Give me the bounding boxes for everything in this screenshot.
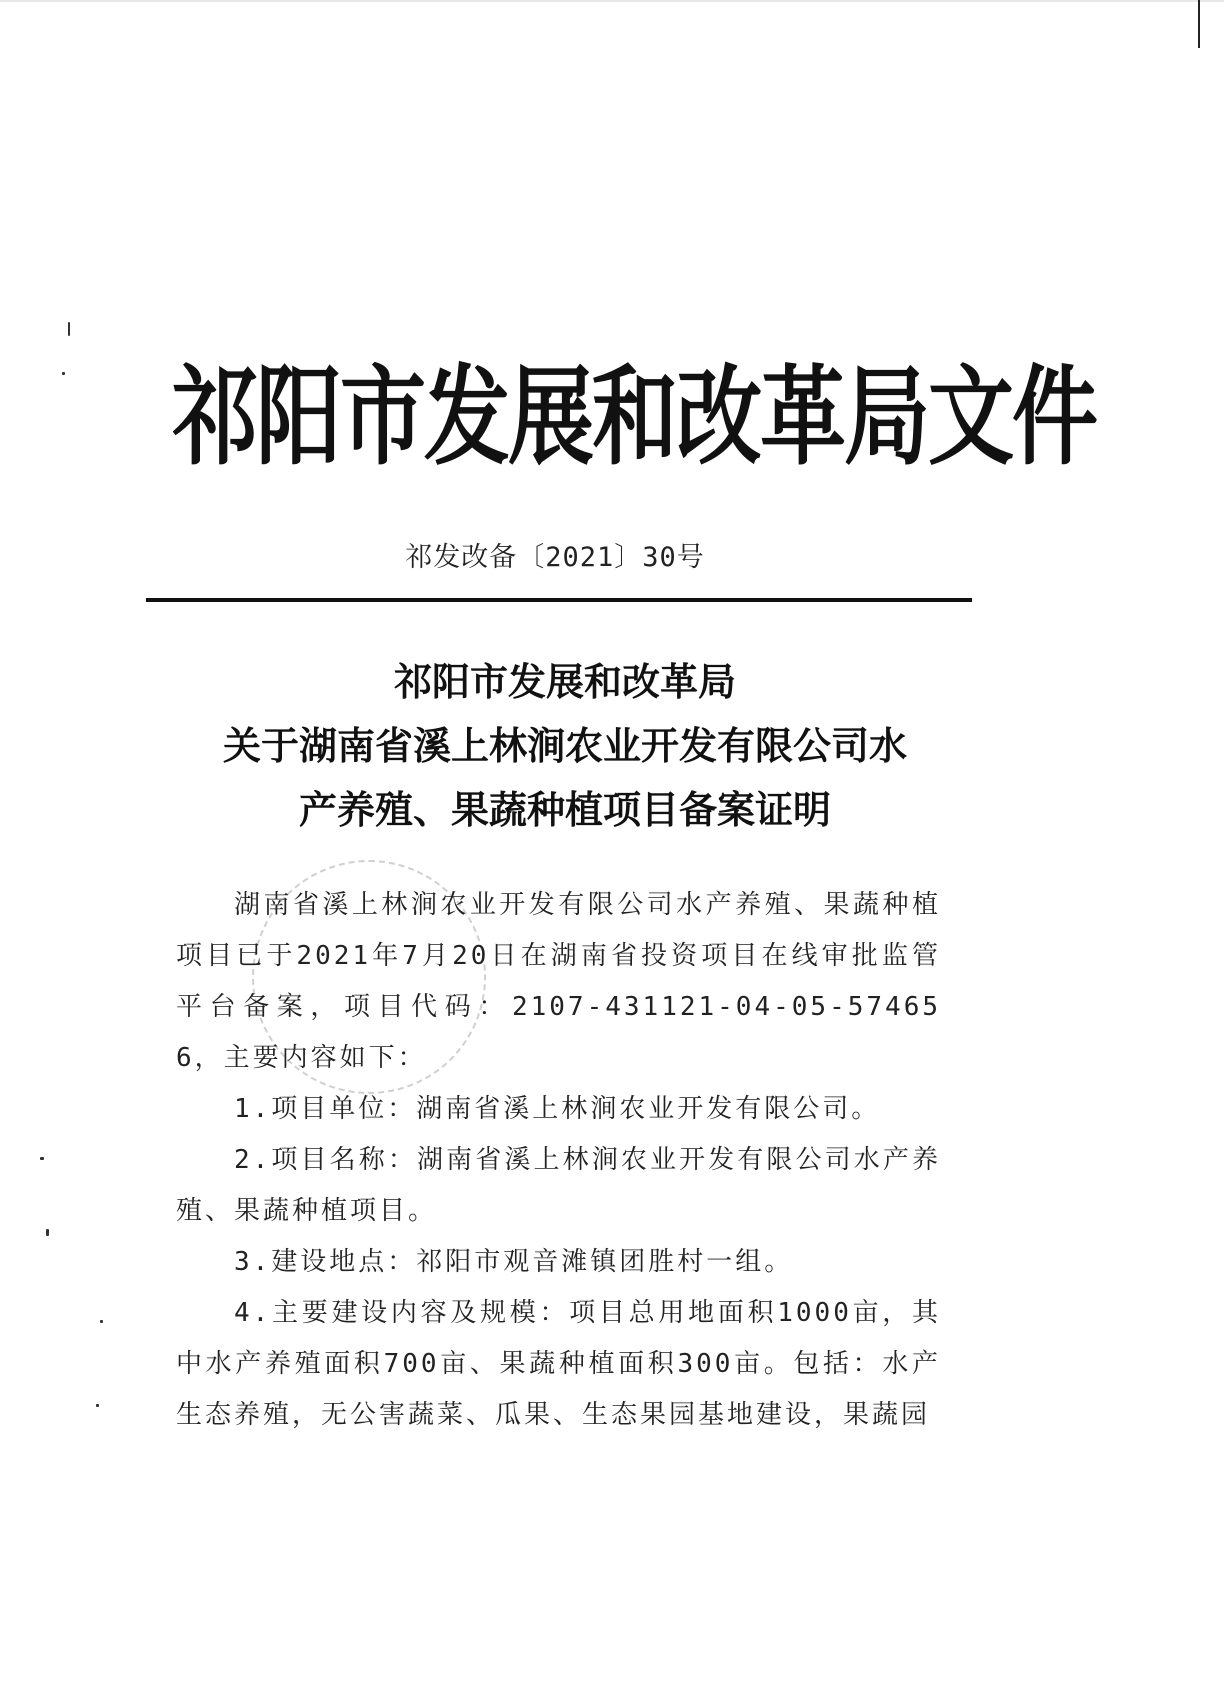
- subject-line-1: 祁阳市发展和改革局: [393, 659, 736, 704]
- header-divider-rule: [146, 598, 972, 602]
- body-intro-paragraph: 湖南省溪上林涧农业开发有限公司水产养殖、果蔬种植项目已于2021年7月20日在湖南省投资项目在线审批监管平台备案，项目代码：2107-431121-04-05-574656，主要内容如下：: [176, 890, 941, 1073]
- body-item-project-name: 2.项目名称：湖南省溪上林涧农业开发有限公司水产养殖、果蔬种植项目。: [176, 1145, 941, 1226]
- scan-speck: [100, 1320, 103, 1323]
- scan-speck: [40, 1157, 44, 1160]
- document-number: 祁发改备〔2021〕30号: [405, 542, 705, 573]
- document-body: [176, 880, 941, 1441]
- body-item-project-unit: 1.项目单位：湖南省溪上林涧农业开发有限公司。: [234, 1094, 881, 1124]
- scan-speck: [62, 372, 65, 375]
- body-item-construction-content: 4.主要建设内容及规模：项目总用地面积1000亩，其中水产养殖面积700亩、果蔬种植面积300亩。包括：水产生态养殖，无公害蔬菜、瓜果、生态果园基地建设，果蔬园: [176, 1298, 941, 1430]
- scan-speck: [96, 1404, 99, 1407]
- scan-edge-top: [0, 0, 1224, 2]
- body-item-location: 3.建设地点：祁阳市观音滩镇团胜村一组。: [234, 1247, 794, 1277]
- scan-speck: [46, 1229, 49, 1236]
- subject-line-2: 关于湖南省溪上林涧农业开发有限公司水: [222, 723, 907, 768]
- scan-edge-right: [1198, 0, 1200, 48]
- scan-speck: [68, 322, 70, 336]
- document-header-title: 祁阳市发展和改革局文件: [172, 353, 1096, 480]
- subject-line-3: 产养殖、果蔬种植项目备案证明: [298, 787, 831, 832]
- document-subject: [160, 650, 970, 842]
